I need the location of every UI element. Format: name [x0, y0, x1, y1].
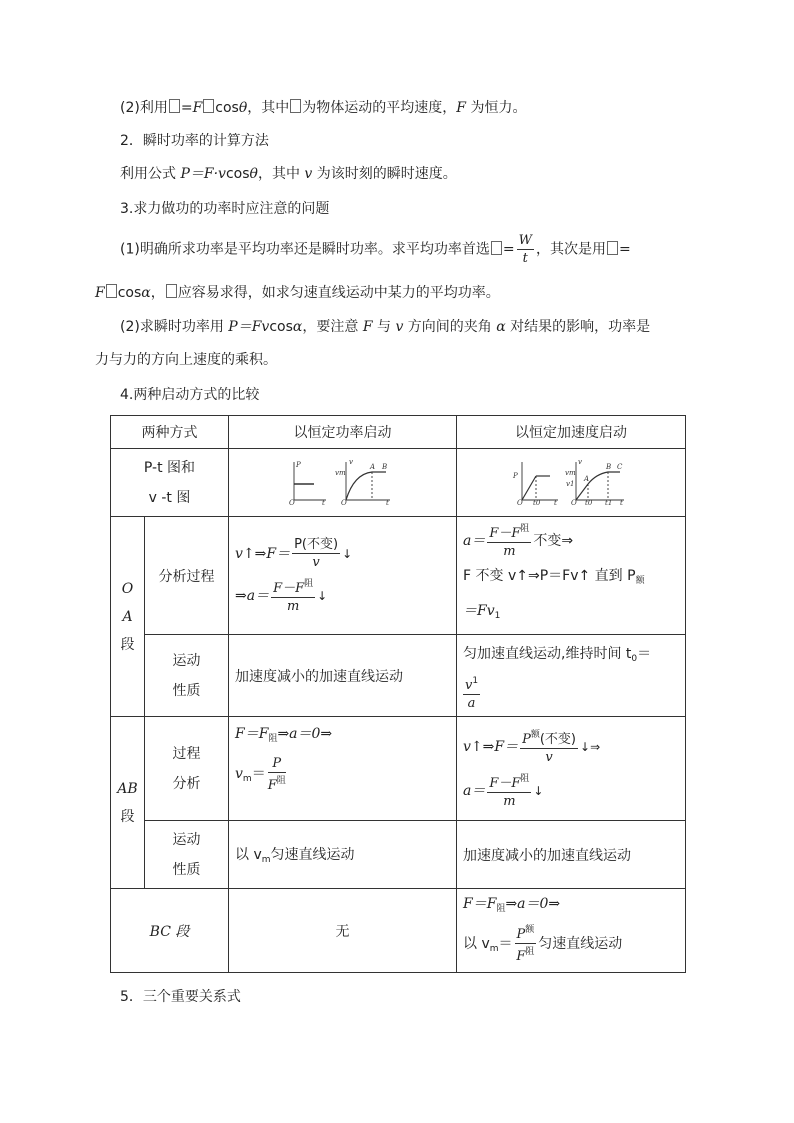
svg-text:t0: t0 — [533, 498, 541, 506]
bc-constant-accel: $F=F_阻\Rightarrow a=0\Rightarrow$ 以 $v_m=$ $\frac{P^额}{F^阻}$ 匀速直线运动 — [457, 889, 686, 973]
svg-text:O: O — [517, 498, 523, 506]
svg-text:vm: vm — [565, 468, 576, 477]
svg-text:t: t — [620, 498, 623, 506]
table-header-row — [111, 416, 686, 449]
graphs-label: P-t 图和 v -t 图 — [111, 449, 229, 517]
paragraph-instant-power-note-cont: 力与力的方向上速度的乘积。 — [95, 352, 277, 368]
svg-text:v: v — [578, 457, 582, 466]
oa-constant-accel-motion: 匀加速直线运动,维持时间 $t_0=$ $\frac{v^1}{a}$ — [457, 635, 686, 717]
paragraph-average-vs-instant-cont: F cosα， 应容易求得，如求匀速直线运动中某力的平均功率。 — [95, 285, 500, 301]
paragraph-average-power-method: (2)利用 =F cosθ，其中 为物体运动的平均速度，F 为恒力。 — [120, 100, 527, 116]
svg-text:v: v — [348, 457, 353, 466]
svg-text:t0: t0 — [585, 498, 593, 506]
ab-constant-power-analysis: $F=F_阻\Rightarrow a=0\Rightarrow$ $v_m=$ $\frac{P}{F^阻}$ — [229, 717, 457, 821]
paragraph-instant-power-formula: 利用公式 P＝F·vcosθ，其中 v 为该时刻的瞬时速度。 — [120, 166, 457, 182]
symbol-placeholder-icon — [491, 241, 502, 255]
ab-constant-accel-motion: 加速度减小的加速直线运动 — [457, 821, 686, 889]
ab-constant-power-motion: 以 $v_m$匀速直线运动 — [229, 821, 457, 889]
svg-text:O: O — [571, 498, 577, 506]
process-analysis-label: 过程 分析 — [145, 717, 229, 821]
svg-text:P: P — [295, 460, 301, 469]
symbol-placeholder-icon — [106, 284, 117, 298]
svg-text:vm: vm — [334, 468, 346, 477]
table-row-bc — [111, 889, 686, 973]
svg-text:t: t — [385, 498, 389, 506]
symbol-placeholder-icon — [203, 99, 214, 113]
heading-instant-power: 2．瞬时功率的计算方法 — [120, 133, 269, 149]
symbol-placeholder-icon — [166, 284, 177, 298]
oa-constant-accel-analysis: a＝ $\frac{F-F^阻}{m}$ 不变⇒ F 不变 v↑⇒P＝Fv↑ 直到 $P_额$ $=Fv_1$ — [457, 517, 686, 635]
table-row-graphs — [111, 449, 686, 517]
paragraph-average-vs-instant: (1)明确所求功率是平均功率还是瞬时功率。求平均功率首选 = $\frac{W}{t}$ ，其次是用 = — [120, 233, 631, 266]
svg-text:v1: v1 — [566, 479, 575, 488]
heading-three-relations: 5．三个重要关系式 — [120, 989, 241, 1005]
fraction-w-over-t: $\frac{W}{t}$ — [518, 233, 532, 266]
segment-bc-label: BC 段 — [111, 889, 229, 973]
header-constant-power: 以恒定功率启动 — [229, 416, 457, 449]
heading-startup-comparison: 4.两种启动方式的比较 — [120, 387, 260, 403]
bc-constant-power: 无 — [229, 889, 457, 973]
ab-constant-accel-analysis: v↑⇒F＝ $\frac{P^额(不变)}{v}$ ↓⇒ a＝ $\frac{F-F^阻}{m}$ ↓ — [457, 717, 686, 821]
svg-text:t: t — [321, 498, 325, 506]
table-row-ab-analysis — [111, 717, 686, 821]
graph-constant-acceleration — [457, 449, 686, 517]
oa-constant-power-motion: 加速度减小的加速直线运动 — [229, 635, 457, 717]
header-modes: 两种方式 — [111, 416, 229, 449]
table-row-oa-analysis — [111, 517, 686, 635]
pt-vt-graph-constant-power — [288, 456, 398, 506]
segment-ab-label: AB 段 — [111, 717, 145, 889]
table-row-ab-motion — [111, 821, 686, 889]
motion-label: 运动 性质 — [145, 635, 229, 717]
svg-text:P: P — [513, 471, 518, 480]
motion-label: 运动 性质 — [145, 821, 229, 889]
svg-text:B: B — [381, 462, 387, 471]
oa-constant-power-analysis: v↑⇒F＝ $\frac{\text{P(不变)}}{v}$ ↓ ⇒a＝ $\frac{F-F^阻}{m}$ ↓ — [229, 517, 457, 635]
svg-text:O: O — [288, 498, 295, 506]
analysis-label: 分析过程 — [145, 517, 229, 635]
paragraph-instant-power-note: (2)求瞬时功率用 P＝Fvcosα，要注意 F 与 v 方向间的夹角 α 对结果的影响，功率是 — [120, 319, 651, 335]
pt-vt-graph-constant-acceleration — [512, 456, 630, 506]
svg-text:B: B — [606, 462, 612, 471]
svg-text:O: O — [340, 498, 347, 506]
symbol-placeholder-icon — [169, 99, 180, 113]
header-constant-acceleration: 以恒定加速度启动 — [457, 416, 686, 449]
table-row-oa-motion — [111, 635, 686, 717]
svg-text:A: A — [369, 462, 375, 471]
svg-text:A: A — [584, 474, 590, 483]
svg-text:C: C — [617, 462, 623, 471]
heading-power-notes: 3.求力做功的功率时应注意的问题 — [120, 201, 330, 217]
startup-comparison-table — [110, 415, 686, 973]
symbol-placeholder-icon — [607, 241, 618, 255]
symbol-placeholder-icon — [290, 99, 301, 113]
segment-oa-label: O A 段 — [111, 517, 145, 717]
svg-text:t: t — [554, 498, 557, 506]
svg-text:t1: t1 — [605, 498, 613, 506]
graph-constant-power — [229, 449, 457, 517]
